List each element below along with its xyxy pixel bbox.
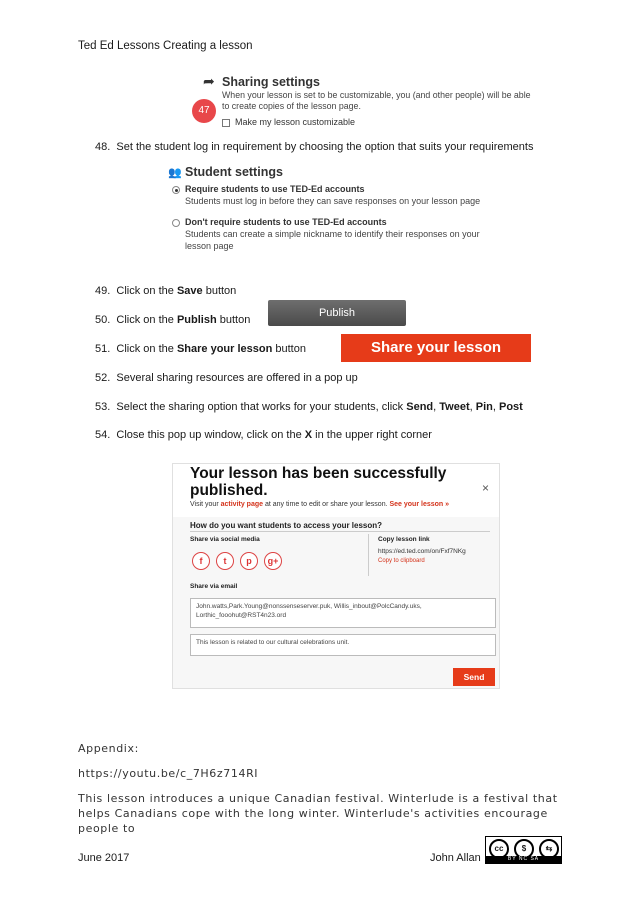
option1-title: Require students to use TED-Ed accounts: [185, 184, 365, 194]
option1-description: Students must log in before they can save responses on your lesson page: [185, 196, 481, 206]
close-icon[interactable]: ×: [482, 481, 490, 495]
divider: [190, 531, 490, 532]
vertical-divider: [368, 534, 369, 576]
published-popup: [172, 463, 500, 689]
separator: ,: [492, 401, 499, 413]
step-text: Several sharing resources are offered in a pop up: [116, 372, 358, 384]
step-51: [95, 343, 306, 355]
step-bold: X: [304, 429, 313, 441]
step-bold: Publish: [176, 314, 217, 326]
step-52: [95, 372, 358, 384]
step-text: Click on the: [116, 314, 177, 326]
lesson-link-url[interactable]: https://ed.ted.com/on/Fxf7NKg: [378, 548, 466, 555]
footer-author: John Allan: [430, 852, 481, 864]
step-number: 52.: [95, 372, 111, 384]
no-accounts-radio[interactable]: [172, 219, 180, 227]
step-number: 54.: [95, 429, 111, 441]
separator: ,: [433, 401, 440, 413]
step-number: 49.: [95, 285, 111, 297]
step-49: [95, 285, 236, 297]
appendix-heading: Appendix:: [78, 742, 139, 755]
customizable-checkbox-label: Make my lesson customizable: [235, 117, 356, 127]
step-number: 50.: [95, 314, 111, 326]
step-text: button: [202, 285, 237, 297]
customizable-checkbox[interactable]: [222, 119, 230, 127]
step-number: 53.: [95, 401, 111, 413]
email-label: Share via email: [190, 583, 238, 590]
step-bold: Post: [499, 401, 523, 413]
cc-license-bar: BY NC SA: [486, 856, 561, 863]
appendix-text: This lesson introduces a unique Canadian festival. Winterlude is a festival that helps Canadians cope with the long winter. Winterlude's activities encourage people to: [78, 792, 558, 835]
step-bold: Save: [176, 285, 203, 297]
step-bold: Pin: [475, 401, 493, 413]
email-recipients-input[interactable]: John.watts,Park.Young@nonssenseserver.puk, Willis_inbout@PolcCandy.uks, Lorthic_fooohut@RST4n23.ord: [190, 598, 496, 628]
pinterest-icon[interactable]: p: [240, 552, 258, 570]
step-badge: 47: [192, 99, 216, 123]
footer-date: June 2017: [78, 852, 130, 864]
publish-button[interactable]: Publish: [268, 300, 406, 326]
step-48: [95, 141, 533, 153]
step-number: 51.: [95, 343, 111, 355]
sharealike-icon: ⇆: [539, 839, 559, 859]
social-media-label: Share via social media: [190, 536, 260, 543]
share-your-lesson-button[interactable]: Share your lesson: [341, 334, 531, 362]
share-arrow-icon: ➦: [203, 73, 215, 89]
noncommercial-icon: $: [514, 839, 534, 859]
access-question: How do you want students to access your lesson?: [190, 521, 383, 530]
copy-to-clipboard-link[interactable]: Copy to clipboard: [378, 558, 425, 564]
step-53: [95, 401, 523, 413]
option2-description: Students can create a simple nickname to identify their responses on your lesson page: [185, 229, 480, 251]
step-54: [95, 429, 432, 441]
step-text: in the upper right corner: [312, 429, 432, 441]
step-bold: Send: [406, 401, 434, 413]
sharing-settings-description: When your lesson is set to be customizable, you (and other people) will be able to create copies of the lesson page.: [222, 90, 531, 111]
step-text: Click on the: [116, 343, 177, 355]
step-text: button: [272, 343, 306, 355]
sharing-settings-title: Sharing settings: [222, 75, 320, 89]
creative-commons-badge: [485, 836, 562, 864]
subtitle-text: at any time to edit or share your lesson.: [263, 501, 390, 508]
step-text: Set the student log in requirement by choosing the option that suits your requirements: [116, 141, 534, 153]
require-accounts-radio[interactable]: [172, 186, 180, 194]
separator: ,: [469, 401, 476, 413]
see-lesson-link[interactable]: See your lesson »: [389, 501, 450, 508]
popup-title: Your lesson has been successfully published.: [190, 465, 447, 499]
step-text: Select the sharing option that works for your students, click: [116, 401, 407, 413]
step-bold: Tweet: [439, 401, 470, 413]
step-text: Click on the: [116, 285, 177, 297]
cc-icon: cc: [489, 839, 509, 859]
student-settings-title: Student settings: [185, 165, 283, 179]
copy-link-label: Copy lesson link: [378, 536, 430, 543]
google-plus-icon[interactable]: g+: [264, 552, 282, 570]
page-header-title: Ted Ed Lessons Creating a lesson: [78, 40, 253, 52]
popup-subtitle: [190, 501, 449, 508]
step-50: [95, 314, 250, 326]
facebook-icon[interactable]: f: [192, 552, 210, 570]
email-message-input[interactable]: This lesson is related to our cultural celebrations unit.: [190, 634, 496, 656]
step-number: 48.: [95, 141, 111, 153]
option2-title: Don't require students to use TED-Ed accounts: [185, 217, 387, 227]
step-bold: Share your lesson: [176, 343, 273, 355]
step-text: button: [216, 314, 251, 326]
activity-page-link[interactable]: activity page: [220, 501, 264, 508]
step-text: Close this pop up window, click on the: [116, 429, 305, 441]
twitter-icon[interactable]: t: [216, 552, 234, 570]
appendix-url[interactable]: https://youtu.be/c_7H6z714RI: [78, 767, 259, 780]
users-icon: 👥: [168, 167, 182, 179]
subtitle-text: Visit your: [190, 501, 221, 508]
send-button[interactable]: Send: [453, 668, 495, 686]
